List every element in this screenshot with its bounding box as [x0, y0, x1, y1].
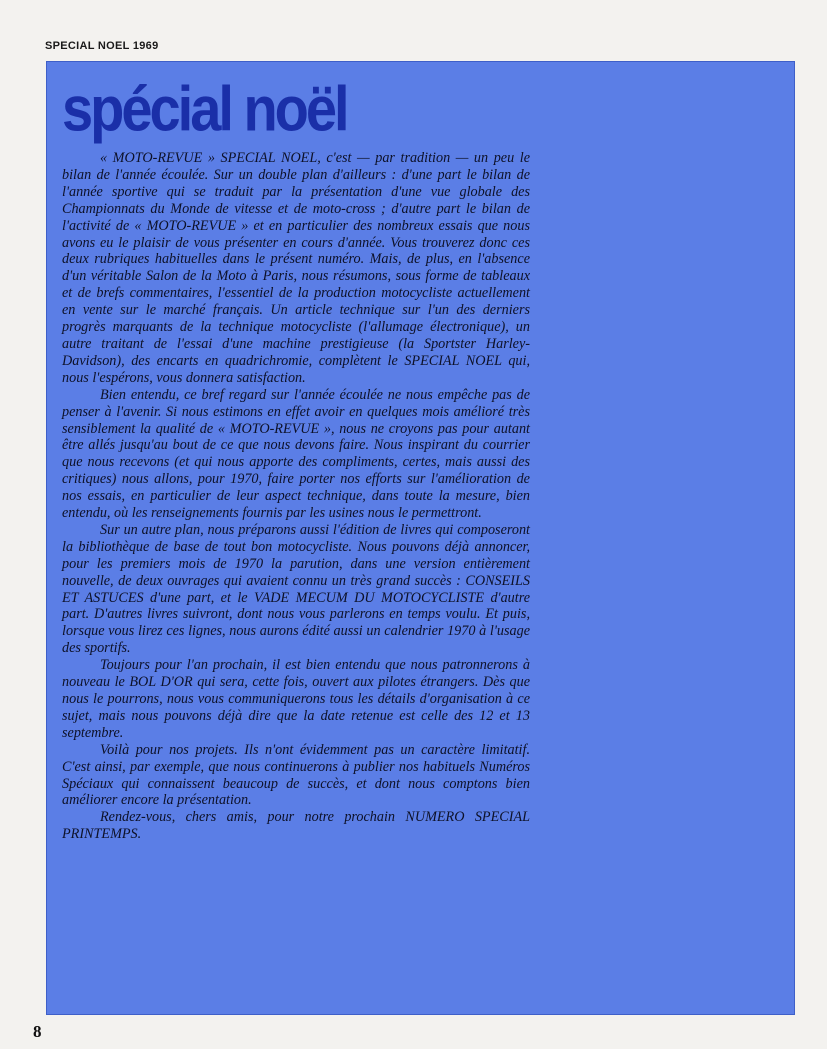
article-paragraph: Voilà pour nos projets. Ils n'ont évidemment pas un caractère limitatif. C'est ainsi, par exemple, que nous continuerons à publier nos habituels Numéros Spéciaux qui connaissent beaucoup de succès, et dont nous comptons bien améliorer encore la présentation. [62, 741, 530, 809]
article-paragraph: Rendez-vous, chers amis, pour notre prochain NUMERO SPECIAL PRINTEMPS. [62, 809, 530, 843]
article-paragraph: Bien entendu, ce bref regard sur l'année écoulée ne nous empêche pas de penser à l'avenir. Si nous estimons en effet avoir en quelques mois amélioré très sensiblement la qualité de « MOTO-REVUE », nous ne croyons pas pour autant être allés jusqu'au bout de ce que nous devons faire. Nous inspirant du courrier que nous recevons (et qui nous apporte des compliments, certes, mais aussi des critiques) nous allons, pour 1970, faire porter nos efforts sur l'amélioration de nos essais, en particulier de leur aspect technique, dans toute la mesure, bien entendu, où les renseignements fournis par les usines nous le permettront. [62, 386, 530, 522]
running-head: SPECIAL NOEL 1969 [45, 40, 159, 52]
article-paragraph: Sur un autre plan, nous préparons aussi l'édition de livres qui composeront la bibliothèque de base de tout bon motocycliste. Nous pouvons déjà annoncer, pour les premiers mois de 1970 la parution, dans une version entièrement nouvelle, de deux ouvrages qui avaient connu un très grand succès : CONSEILS ET ASTUCES d'une part, et le VADE MECUM DU MOTOCYCLISTE d'autre part. D'autres livres suivront, dont nous vous parlerons en temps voulu. Et puis, lorsque vous lirez ces lignes, nous aurons édité aussi un calendrier 1970 à l'usage des sportifs. [62, 521, 530, 657]
article-title: spécial noël [62, 73, 347, 145]
article-paragraph: Toujours pour l'an prochain, il est bien entendu que nous patronnerons à nouveau le BOL D'OR qui sera, cette fois, ouvert aux pilotes étrangers. Dès que nous le pourrons, nous vous communiquerons tous les détails d'organisation à ce sujet, mais nous pouvons déjà dire que la date retenue est celle des 12 et 13 septembre. [62, 657, 530, 741]
article-paragraph: « MOTO-REVUE » SPECIAL NOEL, c'est — par tradition — un peu le bilan de l'année écoulée. Sur un double plan d'ailleurs : d'une part le bilan de l'année sportive qui se traduit par la présentation d'une vue globale des Championnats du Monde de vitesse et de moto-cross ; d'autre part le bilan de l'activité de « MOTO-REVUE » et en particulier des nombreux essais que nous avons eu le plaisir de vous présenter en cours d'année. Vous trouverez donc ces deux rubriques habituelles dans le présent numéro. Mais, de plus, en l'absence d'un véritable Salon de la Moto à Paris, nous résumons, sous forme de tableaux et de brefs commentaires, l'essentiel de la production motocycliste actuellement en vente sur le marché français. Un article technique sur l'un des derniers progrès marquants de la technique motocycliste (l'allumage électronique), un autre traitant de l'essai d'une machine prestigieuse (la Sportster Harley-Davidson), des encarts en quadrichromie, complètent le SPECIAL NOEL qui, nous l'espérons, vous donnera satisfaction. [62, 150, 530, 386]
page-number: 8 [33, 1022, 42, 1041]
article-body [62, 150, 530, 843]
